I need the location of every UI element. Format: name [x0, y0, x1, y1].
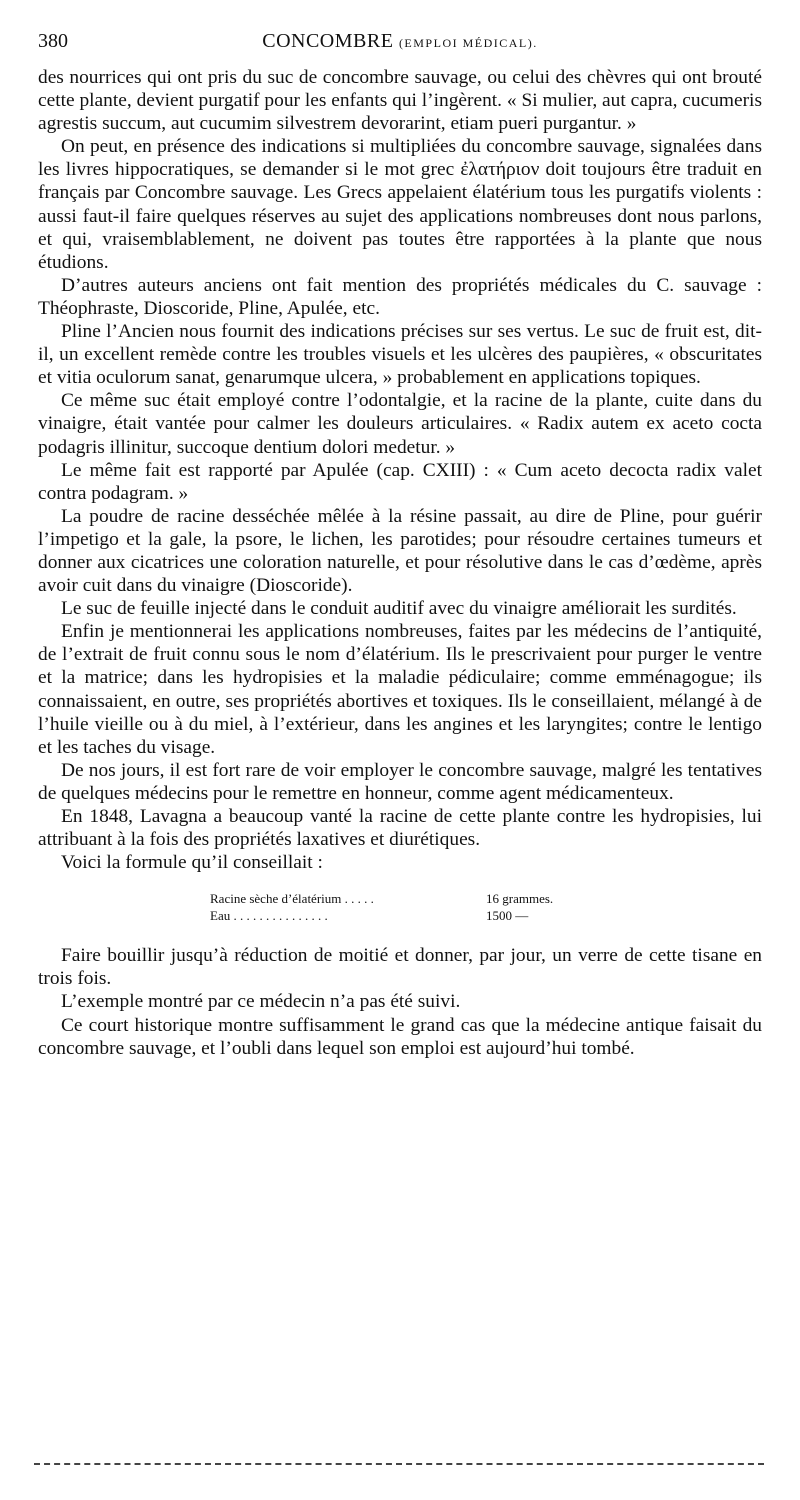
paragraph: Faire bouillir jusqu’à réduction de moitié et donner, par jour, un verre de cette tisane en trois fois.: [38, 945, 762, 990]
paragraph: Le suc de feuille injecté dans le conduit auditif avec du vinaigre améliorait les surdités.: [61, 598, 737, 620]
formula-quantity: 16 grammes.: [486, 891, 554, 907]
formula-quantity: 1500 —: [486, 908, 529, 924]
body-text: [38, 66, 762, 1060]
running-head-title: CONCOMBRE: [262, 30, 394, 52]
page-number: 380: [38, 30, 68, 52]
formula-ingredient: Eau . . . . . . . . . . . . . . .: [210, 908, 328, 924]
paragraph: La poudre de racine desséchée mêlée à la résine passait, au dire de Pline, pour guérir l’impetigo et la gale, la psore, le lichen, les parotides; pour résoudre certaines tumeurs et donner aux cicatrices une coloration naturelle, et pour résolutive dans le cas d’œdème, après avoir cuit dans du vinaigre (Dioscoride).: [38, 505, 762, 597]
paragraph: Voici la formule qu’il conseillait :: [61, 852, 323, 874]
paragraph: On peut, en présence des indications si multipliées du concombre sauvage, signalées dans les livres hippocratiques, se demander si le mot grec ἐλατήριον doit toujours être traduit en français par Concombre sauvage. Les Grecs appelaient élatérium tous les purgatifs violents : aussi faut-il faire quelques réserves au sujet des applications nombreuses dont nous parlons, et qui, vraisemblablement, ne doivent pas toutes être rapportées à la plante que nous étudions.: [38, 136, 762, 273]
paragraph: Le même fait est rapporté par Apulée (cap. CXIII) : « Cum aceto decocta radix valet contra podagram. »: [38, 459, 762, 504]
paragraph: des nourrices qui ont pris du suc de concombre sauvage, ou celui des chèvres qui ont brouté cette plante, devient purgatif pour les enfants qui l’ingèrent. « Si mulier, aut capra, cucumeris agrestis succum, aut cucumim silvestrem devorarint, etiam pueri purgantur. »: [38, 67, 762, 135]
running-head: [38, 30, 762, 53]
running-head-subtitle: (EMPLOI MÉDICAL).: [398, 36, 538, 50]
paragraph: De nos jours, il est fort rare de voir employer le concombre sauvage, malgré les tentatives de quelques médecins pour le remettre en honneur, comme agent médicamenteux.: [38, 759, 762, 804]
footer-rule: [34, 1463, 764, 1465]
paragraph: Enfin je mentionnerai les applications nombreuses, faites par les médecins de l’antiquité, de l’extrait de fruit connu sous le nom d’élatérium. Ils le prescrivaient pour purger le ventre et la matrice; dans les hydropisies et la maladie pédiculaire; comme emménagogue; ils connaissaient, en outre, ses propriétés abortives et toxiques. Ils le conseillaient, mélangé à de l’huile vieille ou à du miel, à l’extérieur, dans les angines et les laryngites; contre le lentigo et les taches du visage.: [38, 621, 762, 758]
paragraph: En 1848, Lavagna a beaucoup vanté la racine de cette plante contre les hydropisies, lui attribuant à la fois des propriétés laxatives et diurétiques.: [38, 806, 762, 851]
formula-table: [210, 890, 762, 924]
formula-ingredient: Racine sèche d’élatérium . . . . .: [210, 891, 374, 907]
paragraph: Ce court historique montre suffisamment le grand cas que la médecine antique faisait du concombre sauvage, et l’oubli dans lequel son emploi est aujourd’hui tombé.: [38, 1014, 762, 1059]
paragraph: L’exemple montré par ce médecin n’a pas été suivi.: [61, 991, 461, 1013]
formula-row: [210, 890, 762, 907]
formula-row: [210, 907, 762, 924]
page-header: [38, 30, 762, 56]
paragraph: Ce même suc était employé contre l’odontalgie, et la racine de la plante, cuite dans du vinaigre, était vantée pour calmer les douleurs articulaires. « Radix autem ex aceto cocta podagris illinitur, succoque dentium dolori medetur. »: [38, 390, 762, 458]
paragraph: Pline l’Ancien nous fournit des indications précises sur ses vertus. Le suc de fruit est, dit-il, un excellent remède contre les troubles visuels et les ulcères des paupières, « obscuritates et vitia oculorum sanat, genarumque ulcera, » probablement en applications topiques.: [38, 321, 762, 389]
paragraph: D’autres auteurs anciens ont fait mention des propriétés médicales du C. sauvage : Théophraste, Dioscoride, Pline, Apulée, etc.: [38, 274, 762, 319]
